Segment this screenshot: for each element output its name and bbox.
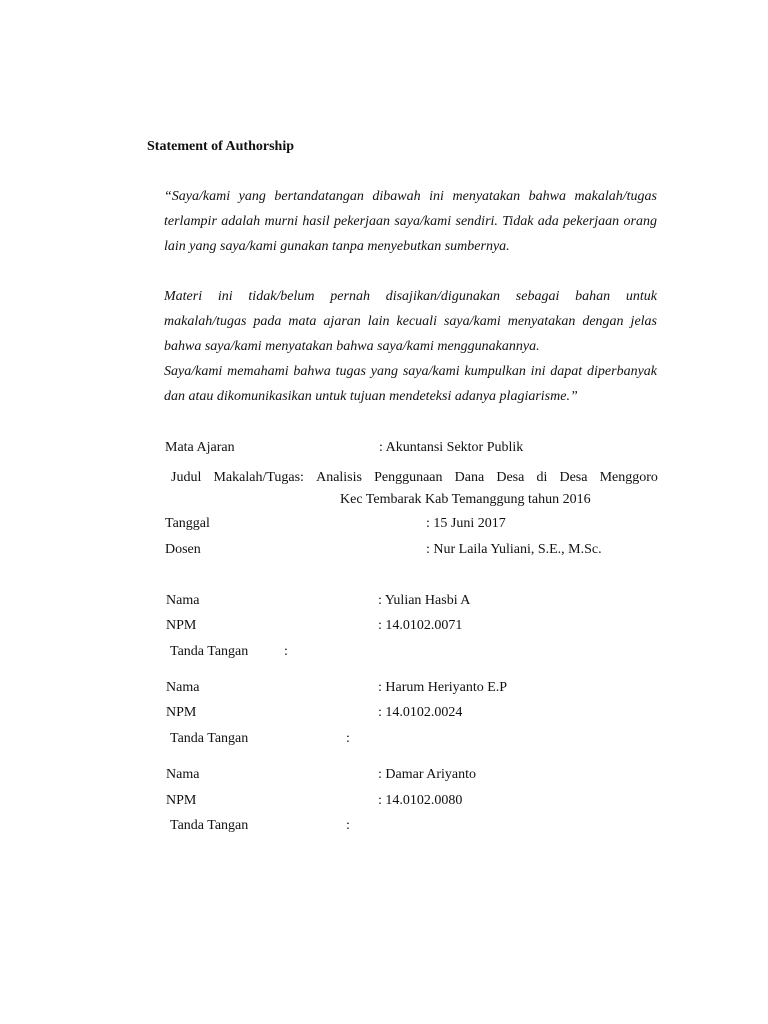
statement-paragraph-3: Saya/kami memahami bahwa tugas yang saya/kami kumpulkan ini dapat diperbanyak dan atau dikomunikasikan untuk tujuan mendeteksi adanya plagiarisme.”	[164, 364, 657, 404]
tanggal-label: Tanggal	[165, 516, 210, 531]
document-title: Statement of Authorship	[147, 139, 295, 154]
judul-word: Desa	[496, 470, 525, 485]
member-3-nama-label: Nama	[166, 767, 200, 782]
mata-ajaran-label: Mata Ajaran	[165, 440, 235, 455]
statement-paragraph-2: Materi ini tidak/belum pernah disajikan/digunakan sebagai bahan untuk makalah/tugas pada mata ajaran lain kecuali saya/kami menyatakan dengan jelas bahwa saya/kami menyatakan bahwa saya/kami menggunakannya.	[164, 289, 657, 354]
member-1-npm-label: NPM	[166, 618, 197, 633]
member-3-npm-label: NPM	[166, 793, 197, 808]
member-2-signature-colon: :	[346, 731, 350, 746]
member-3-nama-value: : Damar Ariyanto	[378, 767, 476, 782]
judul-line-2: Kec Tembarak Kab Temanggung tahun 2016	[340, 492, 591, 507]
member-3-signature-label: Tanda Tangan	[170, 818, 249, 833]
member-3-signature-colon: :	[346, 818, 350, 833]
statement-paragraph-1: “Saya/kami yang bertandatangan dibawah ini menyatakan bahwa makalah/tugas terlampir adalah murni hasil pekerjaan saya/kami sendiri. Tidak ada pekerjaan orang lain yang saya/kami gunakan tanpa menyebutkan sumbernya.	[164, 189, 657, 254]
member-2-npm-value: : 14.0102.0024	[378, 705, 463, 720]
mata-ajaran-value: : Akuntansi Sektor Publik	[379, 440, 524, 455]
member-1-nama-label: Nama	[166, 593, 200, 608]
judul-word: Analisis	[316, 470, 362, 485]
judul-word: di	[536, 470, 548, 485]
judul-word: Menggoro	[599, 470, 658, 485]
member-1-signature-colon: :	[284, 644, 288, 659]
tanggal-value: : 15 Juni 2017	[426, 516, 506, 531]
member-1-signature-label: Tanda Tangan	[170, 644, 249, 659]
member-2-nama-label: Nama	[166, 680, 200, 695]
member-1-npm-value: : 14.0102.0071	[378, 618, 463, 633]
judul-word: Makalah/Tugas:	[213, 470, 304, 485]
member-3-npm-value: : 14.0102.0080	[378, 793, 463, 808]
judul-word: Judul	[171, 470, 202, 485]
member-1-nama-value: : Yulian Hasbi A	[378, 593, 471, 608]
dosen-value: : Nur Laila Yuliani, S.E., M.Sc.	[426, 542, 602, 557]
member-2-npm-label: NPM	[166, 705, 197, 720]
judul-word: Dana	[454, 470, 485, 485]
member-2-signature-label: Tanda Tangan	[170, 731, 249, 746]
judul-word: Desa	[559, 470, 588, 485]
member-2-nama-value: : Harum Heriyanto E.P	[378, 680, 508, 695]
dosen-label: Dosen	[165, 542, 201, 557]
judul-line	[171, 465, 658, 490]
judul-word: Penggunaan	[374, 470, 443, 485]
